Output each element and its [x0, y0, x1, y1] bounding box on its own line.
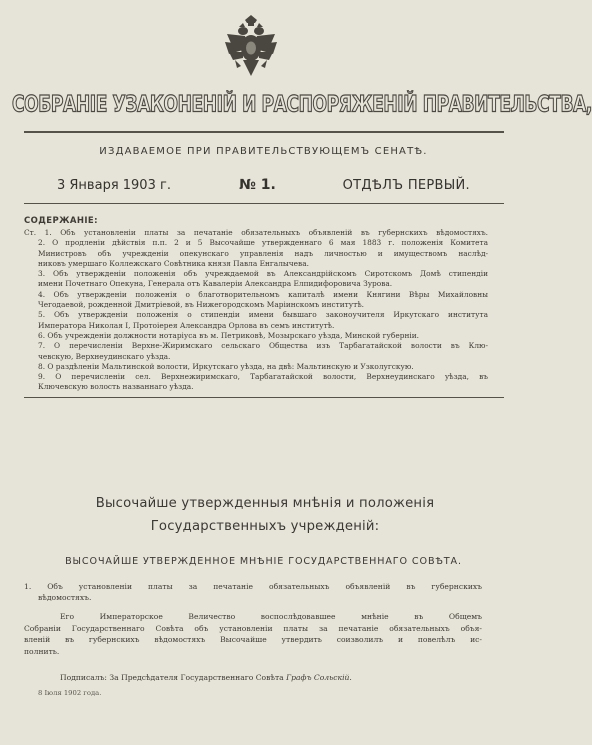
- toc-line: Ст. 1. Объ установленіи платы за печатаніе обязательныхъ объявленій въ губернскихъ вѣдомостяхъ.: [24, 228, 488, 237]
- signature-prefix: Подписалъ: За Предсѣдателя Государственнаго Совѣта: [60, 673, 284, 682]
- toc-line: Чегодаевой, рожденной Дмитріевой, въ Нижегородскомъ Маріинскомъ институтѣ.: [38, 300, 365, 310]
- toc-line: никовъ умершаго Коллежскаго Совѣтника князя Павла Енгалычева.: [38, 258, 309, 268]
- signatory-name: Графъ Сольскій.: [286, 673, 352, 682]
- toc-line: 7. О перечисленіи Верхне-Жиримскаго сельскаго Общества изъ Тарбагатайской волости въ Клю-: [38, 341, 488, 351]
- section-label: ОТДѢЛЪ ПЕРВЫЙ.: [342, 178, 470, 193]
- publication-title: СОБРАНІЕ УЗАКОНЕНІЙ И РАСПОРЯЖЕНІЙ ПРАВИТЕЛЬСТВА,: [12, 92, 592, 118]
- table-of-contents: [24, 228, 488, 393]
- body-line: вленій въ губернскихъ вѣдомостяхъ Высочайше утвердить соизволилъ и повелѣлъ ис-: [24, 635, 482, 645]
- toc-line: Ключевскую волость названнаго уѣзда.: [38, 382, 194, 392]
- issue-info-row: [57, 178, 470, 196]
- toc-line: 3. Объ утвержденіи положенія объ учреждаемой въ Александрійскомъ Сиротскомъ Домѣ стипендіи: [38, 269, 488, 279]
- toc-line: 2. О продленіи дѣйствія п.п. 2 и 5 Высочайше утвержденнаго 6 мая 1883 г. положенія Комитета: [38, 238, 488, 248]
- issue-number: № 1.: [239, 177, 276, 193]
- issue-date: 3 Января 1903 г.: [57, 178, 171, 193]
- toc-line: имени Почетнаго Опекуна, Генерала отъ Кавалеріи Александра Елпидифоровича Зурова.: [38, 279, 393, 289]
- publication-subtitle: ИЗДАВАЕМОЕ ПРИ ПРАВИТЕЛЬСТВУЮЩЕМЪ СЕНАТѢ.: [99, 146, 428, 157]
- council-heading: ВЫСОЧАЙШЕ УТВЕРЖДЕННОЕ МНѢНІЕ ГОСУДАРСТВЕННАГО СОВѢТА.: [65, 556, 462, 567]
- date-divider: [24, 203, 504, 204]
- toc-line: Императора Николая I, Протоіерея Александра Орлова въ семъ институтѣ.: [38, 320, 335, 330]
- article-title-line: вѣдомостяхъ.: [38, 592, 92, 602]
- toc-line: Министровъ объ учрежденіи опекунскаго управленія надъ личностью и имуществомъ наслѣд-: [38, 248, 488, 258]
- toc-line: 6. Объ учрежденіи должности нотаріуса въ м. Петриковѣ, Мозырскаго уѣзда, Минской губерніи.: [38, 330, 420, 340]
- document-date: 8 Іюля 1902 года.: [38, 689, 102, 697]
- body-line: Его Императорское Величество воспослѣдовавшее мнѣніе въ Общемъ: [60, 612, 482, 621]
- toc-line: 8. О раздѣленіи Мальтинской волости, Иркутскаго уѣзда, на двѣ: Мальтинскую и Узколугскую.: [38, 361, 414, 371]
- toc-line: 4. Объ утвержденіи положенія о благотворительномъ капиталѣ имени Княгини Вѣры Михайловны: [38, 289, 488, 299]
- contents-divider: [24, 397, 504, 398]
- article-body: [24, 611, 482, 657]
- toc-line: 9. О перечисленіи сел. Верхнежиримскаго, Тарбагатайской волости, Верхнеудинскаго уѣзда, въ: [38, 372, 488, 382]
- signature-line: [60, 673, 352, 682]
- imperial-eagle-emblem: [223, 14, 279, 78]
- toc-line: 5. Объ утвержденіи положенія о стипендіи имени бывшаго законоучителя Иркутскаго института: [38, 310, 488, 320]
- body-line: Собраніи Государственнаго Совѣта объ установленіи платы за печатаніе обязательныхъ объя-: [24, 623, 482, 633]
- toc-line: чевскую, Верхнеудинскаго уѣзда.: [38, 351, 171, 361]
- body-line: полнить.: [24, 646, 60, 656]
- contents-heading: СОДЕРЖАНІЕ:: [24, 216, 98, 226]
- title-divider: [24, 131, 504, 133]
- article-title: [24, 582, 482, 603]
- article-title-line: 1. Объ установленіи платы за печатаніе обязательныхъ объявленій въ губернскихъ: [24, 582, 482, 591]
- opinions-heading: Высочайше утвержденныя мнѣнія и положенія Государственныхъ учрежденій:: [95, 496, 435, 534]
